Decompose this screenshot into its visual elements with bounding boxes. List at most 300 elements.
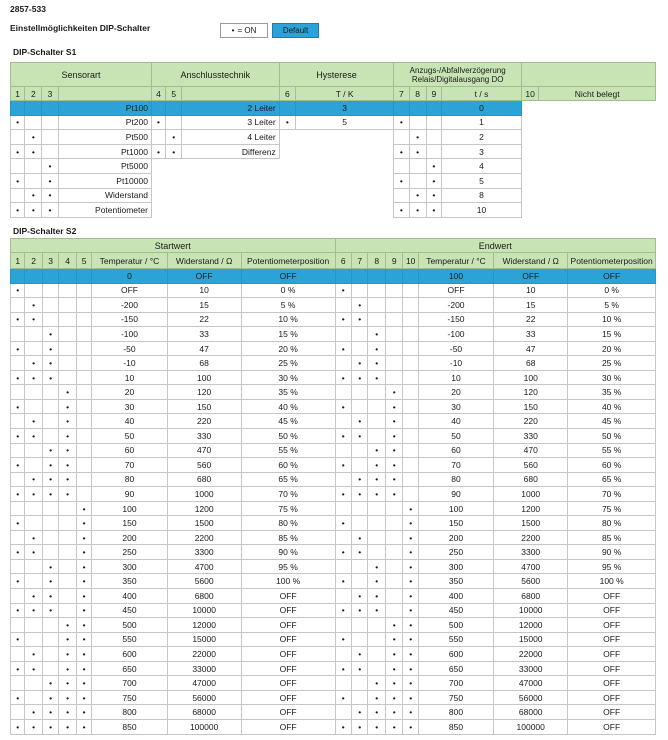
- s2-start-temperature: 250: [92, 545, 167, 560]
- s2-dip-6: •: [335, 719, 351, 734]
- s2-dip-7: [351, 690, 367, 705]
- s1-dip-3: [42, 130, 58, 145]
- s2-end-temperature: 100: [418, 501, 493, 516]
- s2-dip-8: [368, 618, 386, 633]
- s2-start-potentiometer: OFF: [241, 705, 335, 720]
- s2-row: [11, 589, 656, 604]
- s2-dip-1: •: [11, 661, 25, 676]
- s2-dip-1: •: [11, 370, 25, 385]
- s2-dip-8: •: [368, 719, 386, 734]
- s1-dip-3: [42, 115, 58, 130]
- s2-start-temperature: 100: [92, 501, 167, 516]
- s2-start-potentiometer: 25 %: [241, 356, 335, 371]
- s2-dip-7: [351, 341, 367, 356]
- s2-dip-1: •: [11, 487, 25, 502]
- s1-anschluss-label: 4 Leiter: [182, 130, 279, 145]
- s2-dip-8: [368, 414, 386, 429]
- s1-dip-5: •: [166, 130, 182, 145]
- s2-col-8: 8: [368, 253, 386, 269]
- s2-dip-8: [368, 530, 386, 545]
- s2-dip-7: •: [351, 356, 367, 371]
- s2-dip-5: •: [76, 516, 91, 531]
- s2-end-temperature: 10: [418, 370, 493, 385]
- s2-end-potentiometer: 90 %: [568, 545, 656, 560]
- s2-start-temperature: 750: [92, 690, 167, 705]
- s2-row: [11, 661, 656, 676]
- s2-row: [11, 429, 656, 444]
- s2-end-temperature: -10: [418, 356, 493, 371]
- s2-dip-7: [351, 458, 367, 473]
- s2-dip-9: •: [385, 443, 403, 458]
- s1-row: [11, 144, 656, 159]
- s2-dip-3: [42, 283, 58, 298]
- s2-dip-2: [25, 283, 43, 298]
- s2-start-temperature: 500: [92, 618, 167, 633]
- s2-dip-8: •: [368, 327, 386, 342]
- s2-end-temperature: 800: [418, 705, 493, 720]
- s2-end-temperature: 400: [418, 589, 493, 604]
- s2-end-resistance: 33: [494, 327, 568, 342]
- s2-group-end: Endwert: [335, 239, 656, 253]
- s2-dip-10: •: [403, 647, 418, 662]
- s2-dip-6: •: [335, 399, 351, 414]
- s1-row: [11, 203, 656, 218]
- s2-start-temperature: 200: [92, 530, 167, 545]
- s2-dip-7: •: [351, 530, 367, 545]
- s2-start-resistance: 47000: [167, 676, 241, 691]
- s2-dip-3: •: [42, 705, 58, 720]
- s2-dip-5: •: [76, 647, 91, 662]
- s1-delay-value: 1: [441, 115, 521, 130]
- s2-row: [11, 618, 656, 633]
- s2-dip-5: •: [76, 574, 91, 589]
- s2-dip-9: [385, 298, 403, 313]
- s1-dip-2: [25, 173, 42, 188]
- s2-dip-6: [335, 705, 351, 720]
- s2-start-temperature: -150: [92, 312, 167, 327]
- s2-dip-3: [42, 661, 58, 676]
- s2-end-resistance: 1200: [494, 501, 568, 516]
- s2-dip-3: •: [42, 458, 58, 473]
- s2-dip-9: •: [385, 719, 403, 734]
- s1-dip-7: [394, 159, 409, 174]
- s1-dip-5: [166, 173, 182, 188]
- s2-dip-5: •: [76, 661, 91, 676]
- s2-start-potentiometer: 95 %: [241, 559, 335, 574]
- s2-start-potentiometer: 45 %: [241, 414, 335, 429]
- s2-col-6: 6: [335, 253, 351, 269]
- s2-dip-2: [25, 618, 43, 633]
- s2-row: [11, 603, 656, 618]
- s2-dip-1: •: [11, 312, 25, 327]
- s2-dip-10: •: [403, 530, 418, 545]
- s1-dip-2: •: [25, 130, 42, 145]
- s1-dip-3: [42, 101, 58, 116]
- s2-dip-7: •: [351, 312, 367, 327]
- s2-dip-8: •: [368, 341, 386, 356]
- s2-end-resistance: 100000: [494, 719, 568, 734]
- s1-dip-7: [394, 130, 409, 145]
- s1-dip-9: [426, 130, 441, 145]
- s1-title: DIP-Schalter S1: [13, 47, 77, 57]
- s2-end-potentiometer: OFF: [568, 690, 656, 705]
- s2-dip-10: •: [403, 632, 418, 647]
- s2-dip-8: [368, 399, 386, 414]
- s2-dip-9: •: [385, 618, 403, 633]
- s1-dip-10: [522, 130, 539, 145]
- s2-dip-5: •: [76, 618, 91, 633]
- s1-dip-9: •: [426, 159, 441, 174]
- s2-dip-3: [42, 647, 58, 662]
- s1-col-9: 9: [426, 87, 441, 101]
- s2-dip-8: [368, 647, 386, 662]
- s2-dip-9: •: [385, 647, 403, 662]
- s2-col-pot-start: Potentiometerposition: [241, 253, 335, 269]
- s2-end-temperature: 60: [418, 443, 493, 458]
- s1-hysterese-value: [295, 173, 393, 188]
- s2-dip-5: •: [76, 632, 91, 647]
- s2-dip-6: •: [335, 341, 351, 356]
- s1-dip-7: •: [394, 144, 409, 159]
- s2-dip-4: [59, 530, 77, 545]
- s2-start-potentiometer: 0 %: [241, 283, 335, 298]
- s1-dip-8: •: [409, 203, 426, 218]
- s2-dip-10: [403, 341, 418, 356]
- s2-dip-6: [335, 443, 351, 458]
- s2-dip-7: [351, 501, 367, 516]
- s2-dip-9: [385, 283, 403, 298]
- s2-start-resistance: 680: [167, 472, 241, 487]
- s1-dip-3: •: [42, 188, 58, 203]
- s1-group-anschluss: Anschlusstechnik: [151, 63, 279, 87]
- s2-start-resistance: 22000: [167, 647, 241, 662]
- s1-dip-4: [151, 159, 165, 174]
- s2-dip-1: [11, 327, 25, 342]
- s2-start-resistance: 33: [167, 327, 241, 342]
- s1-dip-10: [522, 115, 539, 130]
- s2-dip-1: [11, 647, 25, 662]
- s2-dip-2: •: [25, 487, 43, 502]
- s2-end-resistance: 47000: [494, 676, 568, 691]
- s2-dip-5: [76, 414, 91, 429]
- s1-col-nichtbelegt: Nicht belegt: [539, 87, 656, 101]
- s2-dip-4: •: [59, 399, 77, 414]
- s2-end-resistance: 68: [494, 356, 568, 371]
- s2-row: [11, 327, 656, 342]
- s2-end-temperature: 700: [418, 676, 493, 691]
- s1-dip-6: [279, 159, 295, 174]
- s2-dip-4: •: [59, 632, 77, 647]
- s2-start-potentiometer: 80 %: [241, 516, 335, 531]
- s2-dip-3: [42, 429, 58, 444]
- s2-start-potentiometer: 20 %: [241, 341, 335, 356]
- s2-dip-4: •: [59, 661, 77, 676]
- s2-dip-8: [368, 429, 386, 444]
- s2-dip-2: [25, 341, 43, 356]
- s2-dip-10: •: [403, 501, 418, 516]
- s1-anschluss-label: [182, 173, 279, 188]
- s2-dip-4: •: [59, 676, 77, 691]
- s2-row: [11, 443, 656, 458]
- s2-row: [11, 690, 656, 705]
- s2-start-potentiometer: OFF: [241, 676, 335, 691]
- s2-dip-9: •: [385, 429, 403, 444]
- s2-dip-3: [42, 618, 58, 633]
- s1-nichtbelegt-cell: [539, 130, 656, 145]
- s2-dip-10: [403, 370, 418, 385]
- s1-sensor-label: Pt5000: [58, 159, 151, 174]
- s2-dip-4: •: [59, 719, 77, 734]
- s2-end-potentiometer: 85 %: [568, 530, 656, 545]
- s1-nichtbelegt-cell: [539, 159, 656, 174]
- s1-group-anzug-line2: Relais/Digitalausgang DO: [411, 74, 504, 84]
- s2-dip-6: [335, 501, 351, 516]
- s2-dip-8: •: [368, 487, 386, 502]
- s2-dip-4: [59, 327, 77, 342]
- s2-dip-7: [351, 269, 367, 284]
- s1-col-4: 4: [151, 87, 165, 101]
- s1-hysterese-value: [295, 159, 393, 174]
- s2-start-temperature: 60: [92, 443, 167, 458]
- s2-dip-9: [385, 501, 403, 516]
- s2-end-temperature: 250: [418, 545, 493, 560]
- s1-dip-2: [25, 115, 42, 130]
- s2-dip-4: [59, 501, 77, 516]
- page-title: Einstellmöglichkeiten DIP-Schalter: [10, 23, 151, 33]
- s2-dip-6: [335, 472, 351, 487]
- s2-start-temperature: 450: [92, 603, 167, 618]
- s2-end-potentiometer: 0 %: [568, 283, 656, 298]
- s2-dip-3: [42, 545, 58, 560]
- s1-hysterese-value: 3: [295, 101, 393, 116]
- s2-dip-1: [11, 705, 25, 720]
- s1-dip-9: [426, 144, 441, 159]
- s1-sensor-label: Pt10000: [58, 173, 151, 188]
- s1-delay-value: 10: [441, 203, 521, 218]
- s2-dip-7: •: [351, 589, 367, 604]
- s2-end-temperature: 500: [418, 618, 493, 633]
- s2-dip-2: [25, 269, 43, 284]
- s2-end-temperature: -200: [418, 298, 493, 313]
- s2-dip-8: [368, 385, 386, 400]
- s2-dip-9: [385, 603, 403, 618]
- dip-s2-table: [10, 238, 656, 735]
- s2-end-resistance: 12000: [494, 618, 568, 633]
- s2-dip-10: [403, 429, 418, 444]
- s2-end-temperature: 20: [418, 385, 493, 400]
- s1-col-3: 3: [42, 87, 58, 101]
- s2-dip-1: •: [11, 341, 25, 356]
- s2-dip-6: [335, 269, 351, 284]
- s1-nichtbelegt-cell: [539, 115, 656, 130]
- s2-dip-8: •: [368, 574, 386, 589]
- s2-start-temperature: 350: [92, 574, 167, 589]
- s1-dip-4: [151, 173, 165, 188]
- s2-dip-7: [351, 443, 367, 458]
- s2-start-resistance: 330: [167, 429, 241, 444]
- s2-end-resistance: 330: [494, 429, 568, 444]
- s2-start-potentiometer: OFF: [241, 690, 335, 705]
- s2-end-potentiometer: 15 %: [568, 327, 656, 342]
- s2-dip-1: •: [11, 429, 25, 444]
- s2-row: [11, 545, 656, 560]
- s2-col-wid-start: Widerstand / Ω: [167, 253, 241, 269]
- s2-dip-1: [11, 472, 25, 487]
- s2-dip-2: [25, 501, 43, 516]
- s2-end-potentiometer: OFF: [568, 705, 656, 720]
- s2-dip-5: •: [76, 530, 91, 545]
- s2-dip-4: •: [59, 458, 77, 473]
- s2-start-resistance: 1500: [167, 516, 241, 531]
- s2-dip-3: [42, 298, 58, 313]
- s2-col-temp-start: Temperatur / °C: [92, 253, 167, 269]
- s2-dip-10: [403, 269, 418, 284]
- s2-end-temperature: -100: [418, 327, 493, 342]
- s2-dip-3: •: [42, 341, 58, 356]
- s2-dip-9: •: [385, 632, 403, 647]
- s2-dip-2: [25, 632, 43, 647]
- s2-dip-10: •: [403, 676, 418, 691]
- s2-dip-7: •: [351, 429, 367, 444]
- s2-start-resistance: 5600: [167, 574, 241, 589]
- s2-end-resistance: 150: [494, 399, 568, 414]
- s1-dip-5: [166, 203, 182, 218]
- s1-dip-6: [279, 173, 295, 188]
- s2-start-temperature: -200: [92, 298, 167, 313]
- s2-end-temperature: 100: [418, 269, 493, 284]
- s2-start-potentiometer: 5 %: [241, 298, 335, 313]
- s1-sensor-label: Widerstand: [58, 188, 151, 203]
- s2-end-resistance: 560: [494, 458, 568, 473]
- s1-dip-5: [166, 115, 182, 130]
- s2-dip-1: •: [11, 283, 25, 298]
- s2-row: [11, 632, 656, 647]
- s2-dip-4: •: [59, 690, 77, 705]
- s2-start-potentiometer: 50 %: [241, 429, 335, 444]
- s2-end-potentiometer: OFF: [568, 661, 656, 676]
- s2-dip-9: •: [385, 661, 403, 676]
- s1-dip-8: [409, 115, 426, 130]
- s2-start-resistance: 4700: [167, 559, 241, 574]
- s2-dip-3: •: [42, 589, 58, 604]
- s2-col-wid-end: Widerstand / Ω: [494, 253, 568, 269]
- s2-dip-4: [59, 574, 77, 589]
- s1-delay-value: 0: [441, 101, 521, 116]
- s2-end-potentiometer: OFF: [568, 647, 656, 662]
- s2-dip-4: [59, 269, 77, 284]
- s2-dip-5: [76, 487, 91, 502]
- s2-dip-7: [351, 516, 367, 531]
- s1-dip-8: •: [409, 130, 426, 145]
- s2-dip-8: •: [368, 559, 386, 574]
- s2-end-resistance: 680: [494, 472, 568, 487]
- s1-dip-4: [151, 203, 165, 218]
- s2-dip-9: [385, 269, 403, 284]
- s1-dip-10: [522, 144, 539, 159]
- s2-dip-9: •: [385, 676, 403, 691]
- s2-dip-10: •: [403, 618, 418, 633]
- s2-row: [11, 341, 656, 356]
- s1-dip-8: [409, 101, 426, 116]
- s1-dip-8: •: [409, 144, 426, 159]
- s2-dip-3: •: [42, 443, 58, 458]
- s2-end-potentiometer: OFF: [568, 676, 656, 691]
- s1-col-6: 6: [279, 87, 295, 101]
- s1-dip-3: •: [42, 203, 58, 218]
- s2-end-resistance: 10000: [494, 603, 568, 618]
- s2-dip-7: [351, 574, 367, 589]
- s2-dip-10: [403, 443, 418, 458]
- s2-start-temperature: -50: [92, 341, 167, 356]
- s2-start-potentiometer: 30 %: [241, 370, 335, 385]
- s2-dip-8: [368, 312, 386, 327]
- s2-dip-4: •: [59, 429, 77, 444]
- s2-dip-7: [351, 632, 367, 647]
- s2-dip-8: •: [368, 705, 386, 720]
- s2-dip-5: •: [76, 559, 91, 574]
- s1-col-tk: T / K: [295, 87, 393, 101]
- s2-end-potentiometer: OFF: [568, 618, 656, 633]
- s2-dip-4: •: [59, 472, 77, 487]
- s2-dip-2: •: [25, 414, 43, 429]
- s2-dip-3: •: [42, 487, 58, 502]
- s2-dip-7: •: [351, 298, 367, 313]
- s1-sensor-label: Pt200: [58, 115, 151, 130]
- s2-dip-5: [76, 385, 91, 400]
- s2-start-temperature: 30: [92, 399, 167, 414]
- s2-dip-2: •: [25, 545, 43, 560]
- s2-end-potentiometer: 55 %: [568, 443, 656, 458]
- s2-start-potentiometer: OFF: [241, 647, 335, 662]
- s2-dip-9: •: [385, 414, 403, 429]
- s1-dip-2: [25, 101, 42, 116]
- s2-dip-10: [403, 312, 418, 327]
- s2-dip-4: [59, 312, 77, 327]
- s2-dip-4: •: [59, 487, 77, 502]
- s2-start-potentiometer: 15 %: [241, 327, 335, 342]
- s2-row: [11, 356, 656, 371]
- s2-start-resistance: 470: [167, 443, 241, 458]
- s2-start-resistance: 33000: [167, 661, 241, 676]
- s2-dip-5: •: [76, 589, 91, 604]
- s2-dip-7: •: [351, 647, 367, 662]
- s2-end-temperature: 300: [418, 559, 493, 574]
- s2-row: [11, 516, 656, 531]
- s2-dip-2: [25, 458, 43, 473]
- s2-dip-3: •: [42, 574, 58, 589]
- s2-dip-10: •: [403, 574, 418, 589]
- s2-dip-2: •: [25, 705, 43, 720]
- s1-dip-7: [394, 101, 409, 116]
- s2-dip-10: •: [403, 589, 418, 604]
- s2-dip-5: •: [76, 501, 91, 516]
- s2-dip-1: •: [11, 545, 25, 560]
- s2-dip-7: [351, 399, 367, 414]
- s2-start-temperature: 80: [92, 472, 167, 487]
- s2-col-1: 1: [11, 253, 25, 269]
- s2-dip-9: [385, 559, 403, 574]
- s1-row: [11, 101, 656, 116]
- s2-start-resistance: 150: [167, 399, 241, 414]
- s1-group-anzug: [394, 63, 522, 87]
- s2-title: DIP-Schalter S2: [13, 226, 77, 236]
- s1-col-sensor: [58, 87, 151, 101]
- s2-dip-10: [403, 298, 418, 313]
- s2-end-potentiometer: 50 %: [568, 429, 656, 444]
- s2-col-4: 4: [59, 253, 77, 269]
- s2-dip-3: •: [42, 327, 58, 342]
- s2-dip-1: [11, 298, 25, 313]
